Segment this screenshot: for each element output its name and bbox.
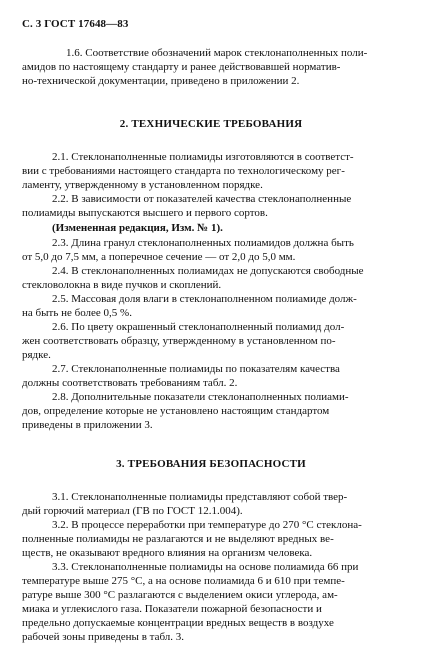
text-line: ламенту, утвержденному в установленном порядке. (22, 179, 263, 191)
text-line: приведены в приложении 3. (22, 419, 153, 431)
text-line: ратуре выше 300 °С разлагаются с выделением окиси углерода, ам- (22, 589, 338, 601)
text-line: рабочей зоны приведены в табл. 3. (22, 631, 185, 643)
text-line: жен соответствовать образцу, утвержденному в установленном по- (22, 335, 336, 347)
paragraph-2-1 (22, 150, 404, 192)
text-line: от 5,0 до 7,5 мм, а поперечное сечение — от 2,0 до 5,0 мм. (22, 251, 296, 263)
amendment-note (52, 221, 404, 235)
text-line: дый горючий материал (ГВ по ГОСТ 12.1.004). (22, 505, 243, 517)
paragraph-2-8 (22, 390, 404, 432)
text-line: 2.5. Массовая доля влаги в стеклонаполненном полиамиде долж- (52, 293, 357, 305)
text-line: 3.1. Стеклонаполненные полиамиды представляют собой твер- (52, 491, 348, 503)
text-line: миака и углекислого газа. Показатели пожарной безопасности и (22, 603, 322, 615)
text-line: температуре выше 275 °С, а на основе полиамида 6 и 610 при темпе- (22, 575, 345, 587)
text-line: 2.4. В стеклонаполненных полиамидах не допускаются свободные (52, 265, 364, 277)
text-line: дов, определение которые не установлено настоящим стандартом (22, 405, 330, 417)
text-line: предельно допускаемые концентрации вредных веществ в воздухе (22, 617, 334, 629)
text-line: полненные полиамиды не разлагаются и не выделяют вредных ве- (22, 533, 334, 545)
paragraph-2-2 (22, 192, 404, 220)
text-line: 2.3. Длина гранул стеклонаполненных полиамидов должна быть (52, 237, 354, 249)
paragraph-2-6 (22, 320, 404, 362)
text-line: полиамиды выпускаются высшего и первого сортов. (22, 207, 268, 219)
text-line: но-технической документации, приведено в приложении 2. (22, 75, 300, 87)
page-header: С. 3 ГОСТ 17648—83 (22, 18, 129, 30)
text-line: (Измененная редакция, Изм. № 1). (52, 222, 223, 234)
paragraph-2-7 (22, 362, 404, 390)
text-line: 1.6. Соответствие обозначений марок стеклонаполненных поли- (66, 47, 368, 59)
text-line: 2.2. В зависимости от показателей качества стеклонаполненные (52, 193, 352, 205)
section-2-title: 2. ТЕХНИЧЕСКИЕ ТРЕБОВАНИЯ (119, 118, 303, 130)
text-line: 3.3. Стеклонаполненные полиамиды на основе полиамида 66 при (52, 561, 359, 573)
text-line: амидов по настоящему стандарту и ранее действовавшей норматив- (22, 61, 341, 73)
paragraph-3-2 (22, 518, 404, 560)
paragraph-2-3 (22, 236, 404, 264)
text-line: 2.6. По цвету окрашенный стеклонаполненный полиамид дол- (52, 321, 345, 333)
section-3-title: 3. ТРЕБОВАНИЯ БЕЗОПАСНОСТИ (116, 458, 306, 470)
paragraph-2-5 (22, 292, 404, 320)
text-line: рядке. (22, 349, 51, 361)
text-line: стекловолокна в виде пучков и скоплений. (22, 279, 222, 291)
paragraph-1-6 (22, 46, 404, 88)
text-line: вии с требованиями настоящего стандарта по технологическому рег- (22, 165, 345, 177)
text-line: на быть не более 0,5 %. (22, 307, 132, 319)
text-line: 3.2. В процессе переработки при температуре до 270 °С стеклона- (52, 519, 362, 531)
text-line: 2.1. Стеклонаполненные полиамиды изготовляются в соответст- (52, 151, 354, 163)
paragraph-3-1 (22, 490, 404, 518)
text-line: должны соответствовать требованиям табл. 2. (22, 377, 238, 389)
text-line: ществ, не оказывают вредного влияния на организм человека. (22, 547, 313, 559)
paragraph-2-4 (22, 264, 404, 292)
paragraph-3-3 (22, 560, 404, 644)
text-line: 2.7. Стеклонаполненные полиамиды по показателям качества (52, 363, 340, 375)
text-line: 2.8. Дополнительные показатели стеклонаполненных полиами- (52, 391, 349, 403)
